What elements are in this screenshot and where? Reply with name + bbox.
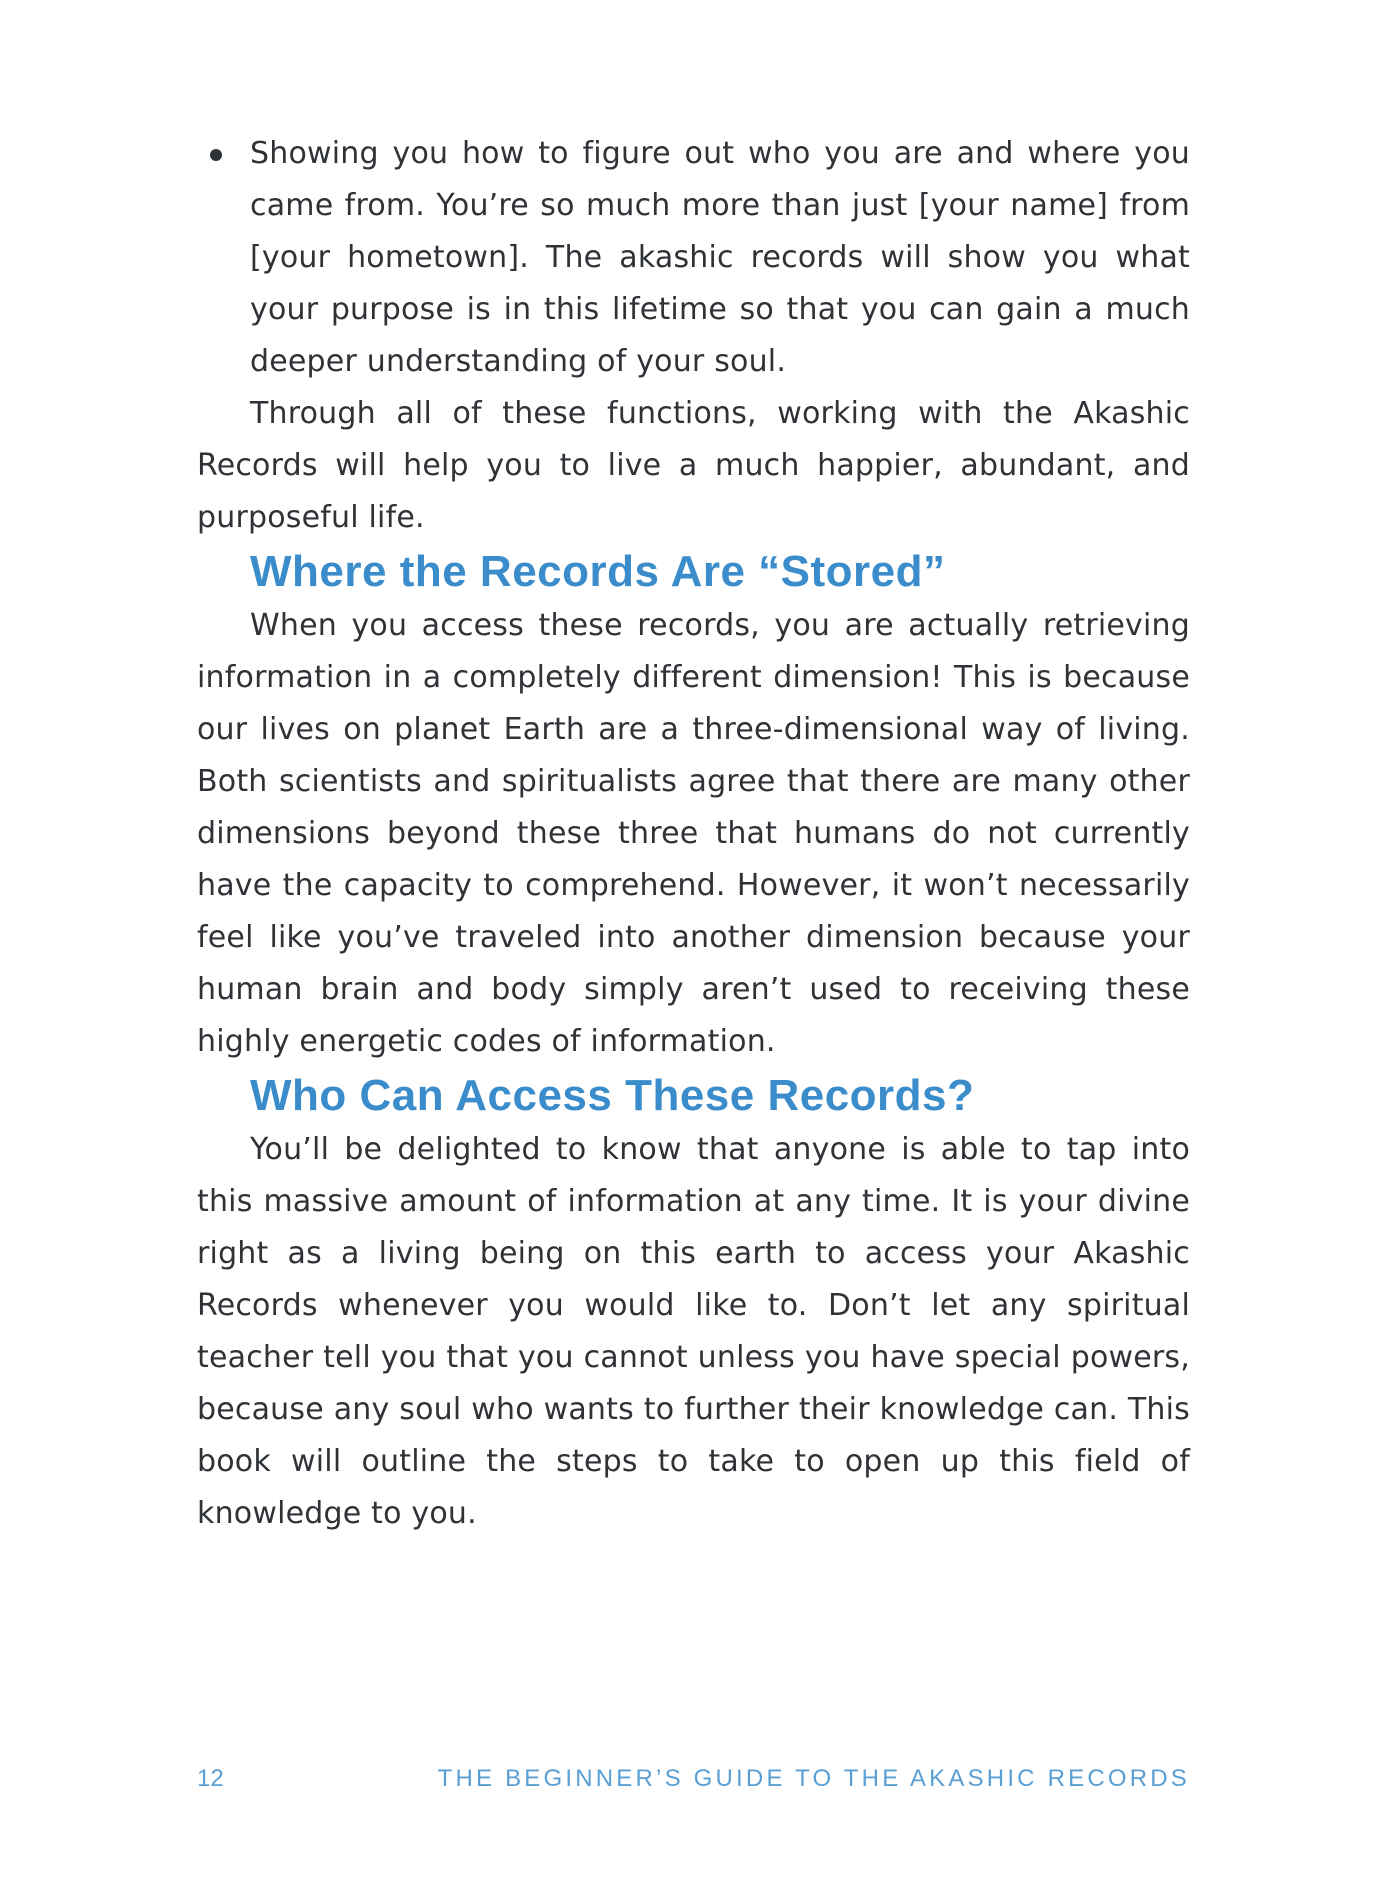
- paragraph-functions-summary: Through all of these functions, working with the Akashic Records will help you to live a much happier, abundant, and purposeful life.: [197, 396, 1190, 535]
- page-content: [197, 128, 1190, 1540]
- page-footer: [197, 1762, 1190, 1796]
- bullet-list-item: [197, 128, 1190, 388]
- paragraph-who-can-access: You’ll be delighted to know that anyone is able to tap into this massive amount of information at any time. It is your divine right as a living being on this earth to access your Akashic Records whenever you would like to. Don’t let any spiritual teacher tell you that you cannot unless you have special powers, because any soul who wants to further their knowledge can. This book will outline the steps to take to open up this field of knowledge to you.: [197, 1132, 1190, 1531]
- heading-where-records-stored: Where the Records Are “Stored”: [250, 547, 946, 596]
- heading-who-can-access: Who Can Access These Records?: [250, 1071, 975, 1120]
- bullet-text: Showing you how to figure out who you are and where you came from. You’re so much more than just [your name] from [your hometown]. The akashic records will show you what your purpose is in this lifetime so that you can gain a much deeper understanding of your soul.: [250, 136, 1190, 379]
- page-number: 12: [197, 1765, 224, 1792]
- paragraph-where-records-stored: When you access these records, you are actually retrieving information in a completely different dimension! This is because our lives on planet Earth are a three-dimensional way of living. Both scientists and spiritualists agree that there are many other dimensions beyond these three that humans do not currently have the capacity to comprehend. However, it won’t necessarily feel like you’ve traveled into another dimension because your human brain and body simply aren’t used to receiving these highly energetic codes of information.: [197, 608, 1190, 1059]
- bullet-icon: [210, 149, 222, 161]
- running-title: THE BEGINNER’S GUIDE TO THE AKASHIC RECORDS: [437, 1765, 1190, 1792]
